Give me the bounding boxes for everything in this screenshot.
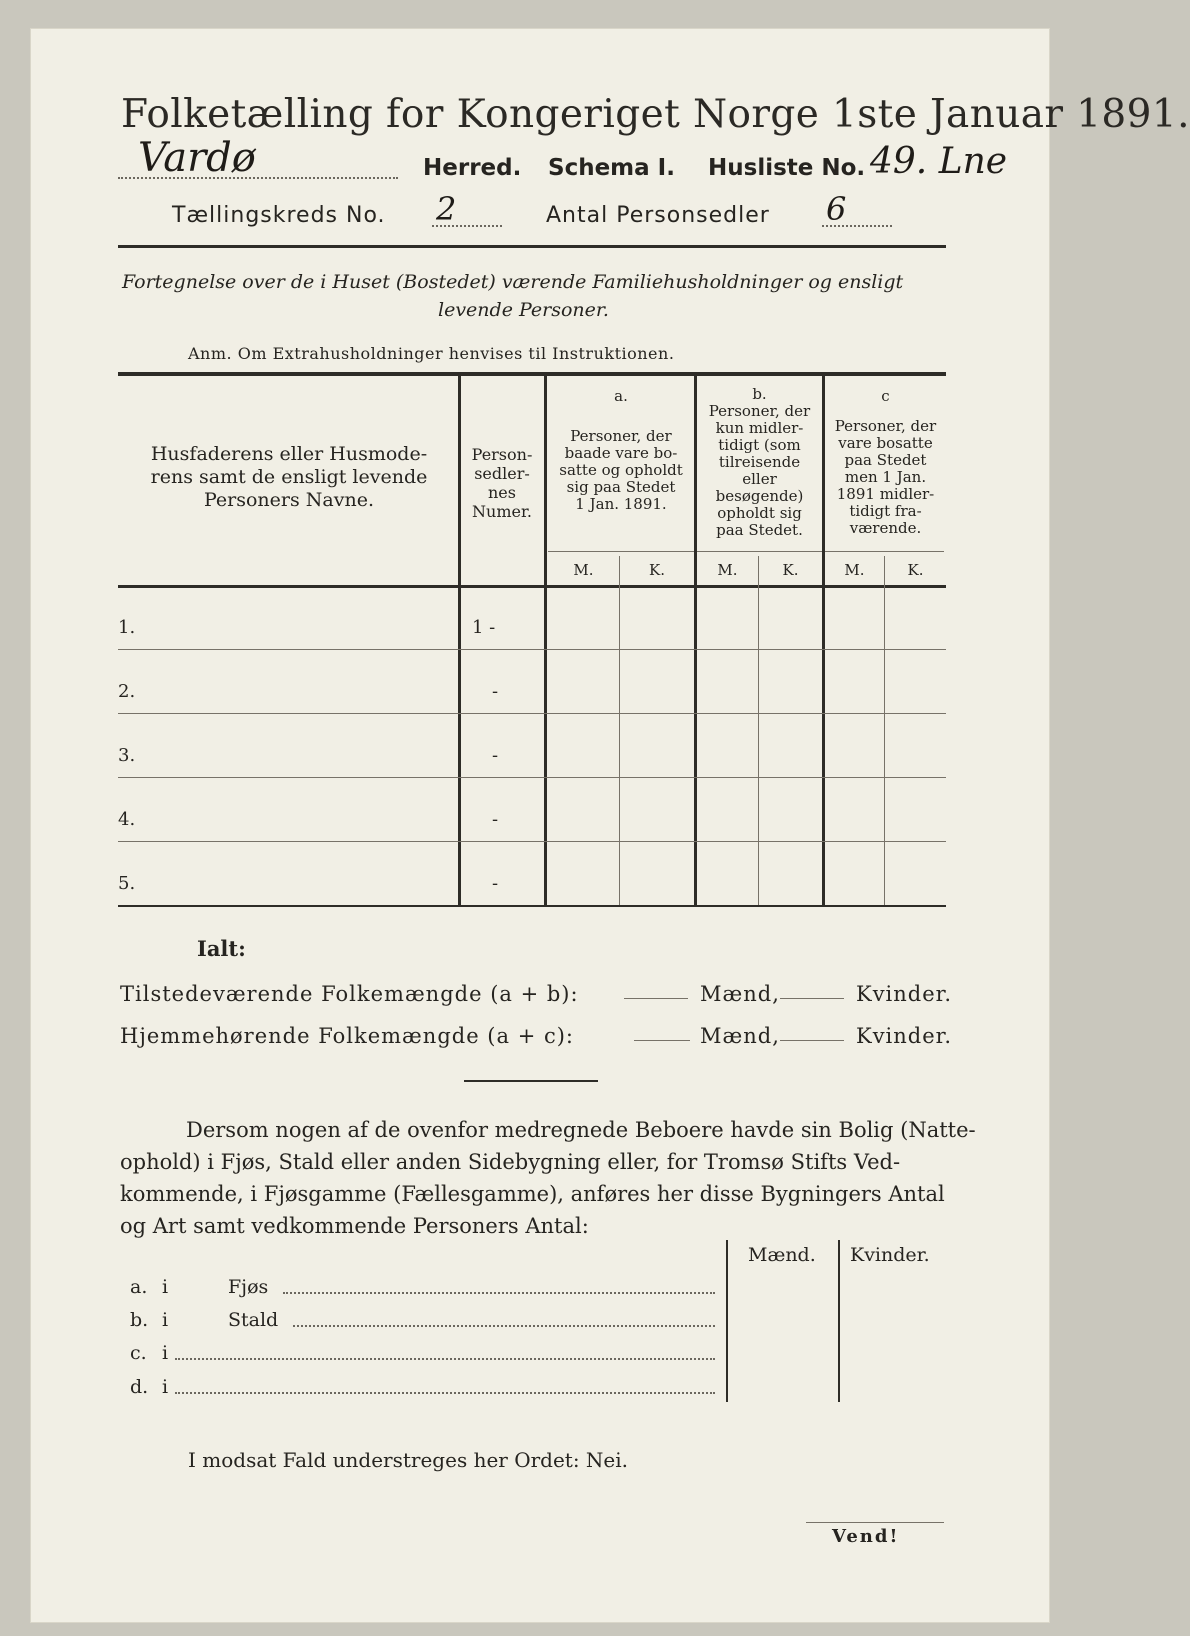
sub-a-m: M. xyxy=(573,561,594,579)
header-c-letter: c xyxy=(881,387,890,405)
outbuilding-letter-d: d. xyxy=(130,1376,149,1398)
tilstede-kvinder-blank xyxy=(780,998,844,999)
col-divider-numer xyxy=(544,376,547,905)
sub-c-m: M. xyxy=(844,561,865,579)
col-divider-a-mk xyxy=(619,556,620,905)
antal-dotted-line xyxy=(822,225,892,227)
hjemme-maend-blank xyxy=(634,1040,690,1041)
header-numer xyxy=(462,445,542,521)
header-c-line: men 1 Jan. xyxy=(844,468,927,486)
outbuilding-letter-a: a. xyxy=(130,1276,148,1298)
outbuilding-divider-1 xyxy=(726,1240,728,1402)
table-sub-rule xyxy=(548,551,944,552)
row-number-5: 5. xyxy=(118,873,136,894)
schema-label: Schema I. xyxy=(548,155,675,181)
sub-a-k: K. xyxy=(649,561,665,579)
ialt-label: Ialt: xyxy=(197,936,246,961)
section-divider xyxy=(464,1080,598,1082)
header-b-line: tilreisende xyxy=(718,453,801,471)
hjemme-kvinder: Kvinder. xyxy=(856,1024,953,1048)
outbuilding-prefix-c: i xyxy=(162,1342,169,1364)
header-names-line: rens samt de ensligt levende xyxy=(150,466,428,488)
header-c-line: 1891 midler- xyxy=(836,485,935,503)
col-divider-names xyxy=(458,376,461,905)
herred-label: Herred. xyxy=(423,155,522,181)
outbuilding-dots-d xyxy=(175,1392,715,1394)
header-c-line: Personer, der xyxy=(834,417,937,435)
row-number-4: 4. xyxy=(118,809,136,830)
header-c xyxy=(825,418,946,537)
outbuilding-prefix-d: i xyxy=(162,1376,169,1398)
form-title: Folketælling for Kongeriget Norge 1ste Januar 1891. xyxy=(121,92,1190,137)
header-numer-line: Numer. xyxy=(472,502,532,521)
row-number-2: 2. xyxy=(118,681,136,702)
antal-value: 6 xyxy=(826,190,847,228)
header-rule xyxy=(118,245,946,248)
outbuilding-dots-c xyxy=(175,1358,715,1360)
outbuilding-label-a: Fjøs xyxy=(228,1276,269,1298)
header-numer-line: sedler- xyxy=(474,464,530,483)
anm-note: Anm. Om Extrahusholdninger henvises til Instruktionen. xyxy=(188,344,675,363)
herred-dotted-line xyxy=(118,177,398,179)
header-b-line: tidigt (som xyxy=(718,436,801,454)
kreds-dotted-line xyxy=(432,225,502,227)
caption-line-1: Fortegnelse over de i Huset (Bostedet) værende Familiehusholdninger og ensligt xyxy=(122,271,904,293)
header-c-line: tidigt fra- xyxy=(849,502,922,520)
paragraph-line: Dersom nogen af de ovenfor medregnede Beboere havde sin Bolig (Natte- xyxy=(186,1118,976,1142)
kreds-value: 2 xyxy=(436,190,457,228)
row-number-1: 1. xyxy=(118,617,136,638)
sub-b-m: M. xyxy=(717,561,738,579)
header-b-line: Personer, der xyxy=(708,402,811,420)
outbuilding-paragraph xyxy=(120,1114,976,1242)
header-c-line: vare bosatte xyxy=(838,434,933,452)
row-rule-4 xyxy=(118,841,946,842)
outbuilding-divider-2 xyxy=(838,1240,840,1402)
outbuilding-col-maend: Mænd. xyxy=(748,1244,816,1266)
header-a-line: 1 Jan. 1891. xyxy=(575,495,667,513)
header-a-line: baade vare bo- xyxy=(564,444,678,462)
header-b-line: kun midler- xyxy=(715,419,804,437)
table-bottom-rule xyxy=(118,905,946,907)
hjemme-maend: Mænd, xyxy=(700,1024,780,1048)
header-a-letter: a. xyxy=(614,387,628,405)
row-numer-2: - xyxy=(492,681,499,702)
antal-label: Antal Personsedler xyxy=(546,203,770,228)
vend-rule xyxy=(806,1522,944,1523)
sub-c-k: K. xyxy=(907,561,924,579)
outbuilding-letter-c: c. xyxy=(130,1342,147,1364)
outbuilding-letter-b: b. xyxy=(130,1309,149,1331)
row-numer-3: - xyxy=(492,745,499,766)
header-b-line: paa Stedet. xyxy=(716,521,803,539)
row-rule-3 xyxy=(118,777,946,778)
tilstede-maend-blank xyxy=(624,998,688,999)
row-number-3: 3. xyxy=(118,745,136,766)
sub-b-k: K. xyxy=(782,561,799,579)
outbuilding-prefix-a: i xyxy=(162,1276,169,1298)
header-a-line: Personer, der xyxy=(570,427,672,445)
outbuilding-dots-b xyxy=(293,1325,715,1327)
tilstede-maend: Mænd, xyxy=(700,982,780,1006)
header-c-line: paa Stedet xyxy=(844,451,927,469)
row-rule-2 xyxy=(118,713,946,714)
tilstede-kvinder: Kvinder. xyxy=(856,982,953,1006)
col-divider-c-mk xyxy=(884,556,885,905)
header-a xyxy=(548,428,694,513)
paragraph-line: og Art samt vedkommende Personers Antal: xyxy=(120,1214,589,1238)
hjemme-label: Hjemmehørende Folkemængde (a + c): xyxy=(120,1024,574,1048)
row-numer-4: - xyxy=(492,809,499,830)
row-numer-1: 1 - xyxy=(472,617,496,638)
header-numer-line: Person- xyxy=(471,445,533,464)
col-divider-b-mk xyxy=(758,556,759,905)
row-numer-5: - xyxy=(492,873,499,894)
husliste-label: Husliste No. xyxy=(708,155,866,181)
hjemme-kvinder-blank xyxy=(780,1040,844,1041)
header-c-line: værende. xyxy=(849,519,922,537)
header-names-line: Husfaderens eller Husmode- xyxy=(150,443,428,465)
caption-line-2: levende Personer. xyxy=(438,299,609,321)
header-b-line: besøgende) xyxy=(715,487,804,505)
header-b xyxy=(697,403,822,539)
outbuilding-label-b: Stald xyxy=(228,1309,279,1331)
census-form-sheet xyxy=(30,28,1050,1623)
outbuilding-dots-a xyxy=(283,1292,715,1294)
vend-label: Vend! xyxy=(832,1526,900,1547)
outbuilding-prefix-b: i xyxy=(162,1309,169,1331)
header-names-line: Personers Navne. xyxy=(203,489,374,511)
header-b-line: eller xyxy=(742,470,777,488)
herred-value: Vardø xyxy=(138,135,256,181)
kreds-label: Tællingskreds No. xyxy=(172,203,386,228)
header-a-line: satte og opholdt xyxy=(559,461,683,479)
husliste-value: 49. Lne xyxy=(870,141,1008,182)
footer-note: I modsat Fald understreges her Ordet: Nei. xyxy=(188,1448,629,1472)
header-b-letter: b. xyxy=(752,385,767,403)
paragraph-line: kommende, i Fjøsgamme (Fællesgamme), anføres her disse Bygningers Antal xyxy=(120,1182,945,1206)
paragraph-line: ophold) i Fjøs, Stald eller anden Sidebygning eller, for Tromsø Stifts Ved- xyxy=(120,1150,901,1174)
row-rule-1 xyxy=(118,649,946,650)
outbuilding-col-kvinder: Kvinder. xyxy=(850,1244,930,1266)
header-names xyxy=(126,443,452,512)
header-b-line: opholdt sig xyxy=(717,504,802,522)
header-a-line: sig paa Stedet xyxy=(566,478,676,496)
header-numer-line: nes xyxy=(488,483,516,502)
tilstede-label: Tilstedeværende Folkemængde (a + b): xyxy=(120,982,579,1006)
